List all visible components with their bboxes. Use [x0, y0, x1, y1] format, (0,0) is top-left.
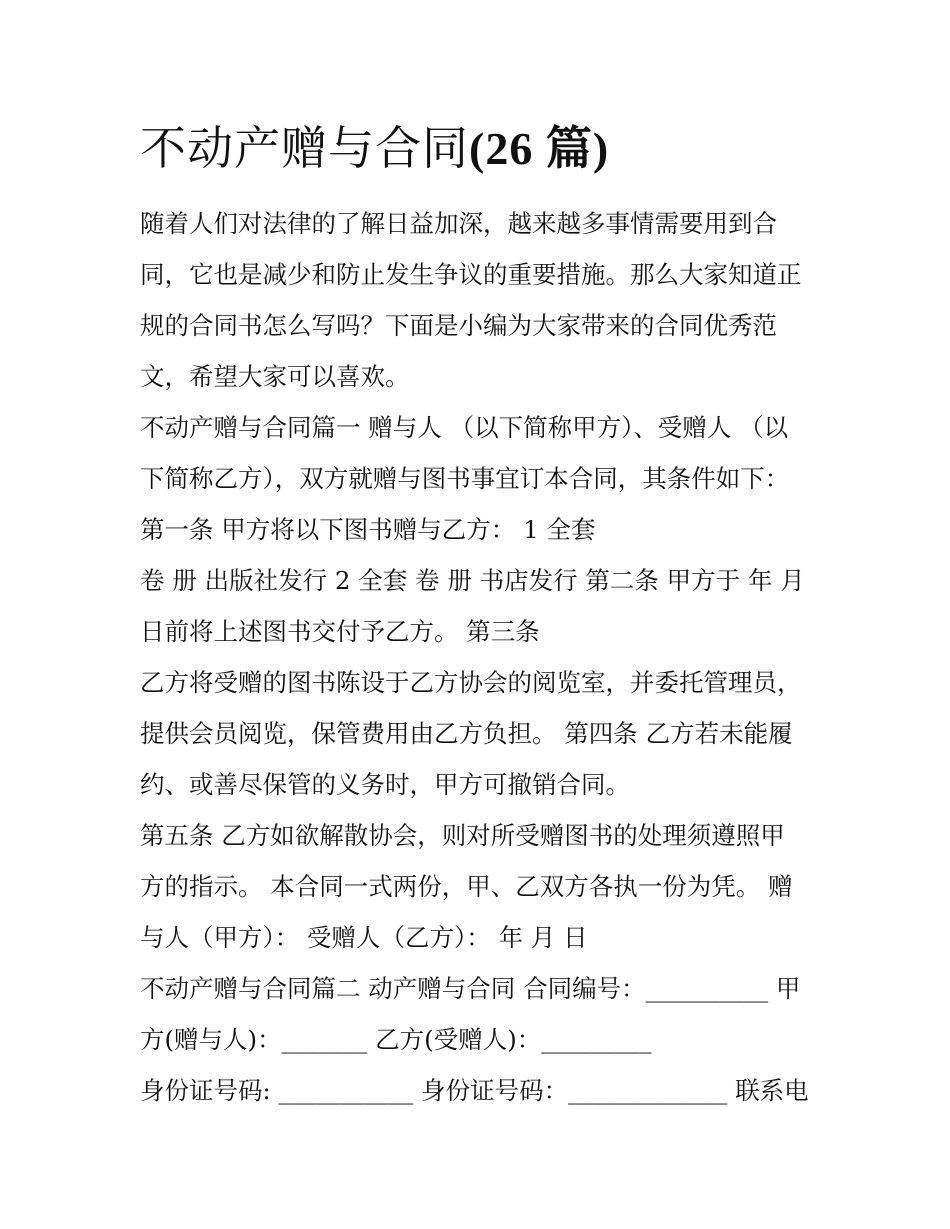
text-line: 日前将上述图书交付予乙方。 第三条	[140, 617, 540, 646]
text-line: 与人（甲方）： 受赠人（乙方）： 年 月 日	[140, 923, 588, 952]
text-line: 方的指示。 本合同一式两份，甲、乙双方各执一份为凭。 赠	[140, 872, 793, 901]
text-line: 提供会员阅览，保管费用由乙方负担。 第四条 乙方若未能履	[140, 719, 793, 748]
title-main: 不动产赠与合同	[140, 121, 469, 175]
document-body	[140, 198, 820, 1116]
text-line: 第五条 乙方如欲解散协会，则对所受赠图书的处理须遵照甲	[140, 821, 785, 850]
text-line: 卷 册 出版社发行 2 全套 卷 册 书店发行 第二条 甲方于 年 月	[140, 566, 805, 595]
text-line: 下简称乙方），双方就赠与图书事宜订本合同，其条件如下：	[140, 464, 790, 493]
text-line: 第一条 甲方将以下图书赠与乙方： 1 全套	[140, 515, 596, 544]
text-line: 方(赠与人)：_______ 乙方(受赠人)：_________	[140, 1025, 652, 1054]
text-line: 文，希望大家可以喜欢。	[140, 362, 410, 391]
title-count: (26 篇)	[469, 123, 610, 174]
text-line: 不动产赠与合同篇二 动产赠与合同 合同编号：__________ 甲	[140, 974, 801, 1003]
text-line: 身份证号码: ___________ 身份证号码：_____________ 联系电	[140, 1076, 809, 1105]
text-line: 约、或善尽保管的义务时，甲方可撤销合同。	[140, 770, 630, 799]
page-title	[140, 116, 609, 181]
text-line: 随着人们对法律的了解日益加深，越来越多事情需要用到合	[140, 209, 777, 238]
text-line: 不动产赠与合同篇一 赠与人 （以下简称甲方）、受赠人 （以	[140, 413, 789, 442]
text-line: 乙方将受赠的图书陈设于乙方协会的阅览室，并委托管理员，	[140, 668, 802, 697]
text-line: 同，它也是减少和防止发生争议的重要措施。那么大家知道正	[140, 260, 802, 289]
text-line: 规的合同书怎么写吗？下面是小编为大家带来的合同优秀范	[140, 311, 777, 340]
